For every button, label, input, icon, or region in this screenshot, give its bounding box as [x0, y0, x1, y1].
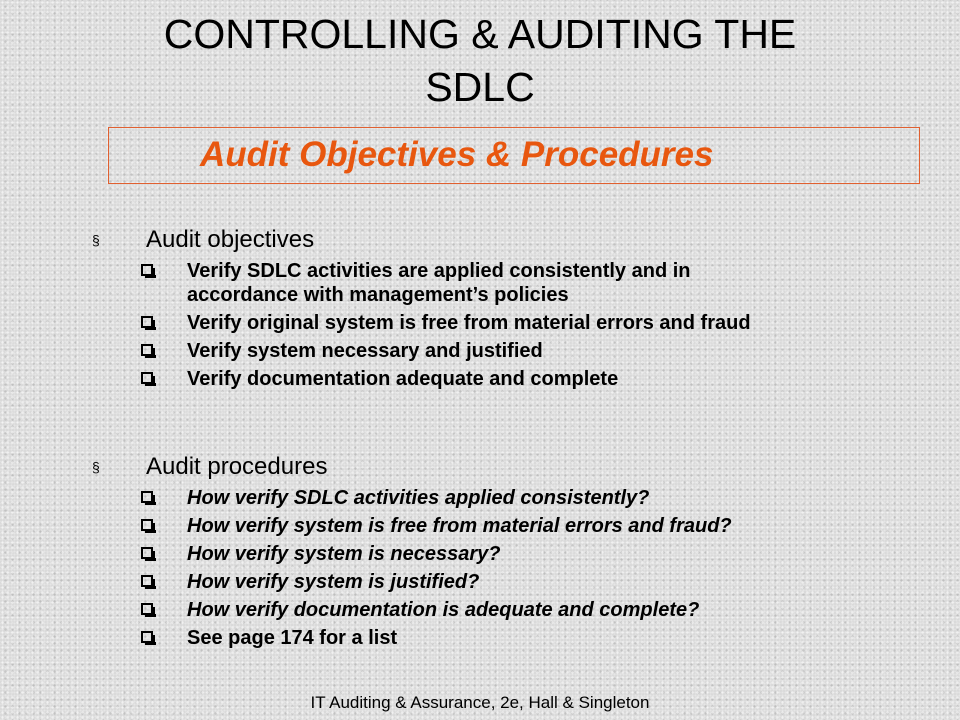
list-item	[92, 626, 947, 650]
objectives-section	[92, 225, 787, 391]
square-bullet-icon: §	[92, 459, 100, 475]
list-item-text: Verify system necessary and justified	[187, 340, 543, 362]
list-item-text: Verify SDLC activities are applied consistently and in accordance with management’s policies	[187, 260, 691, 306]
list-item	[92, 486, 947, 510]
checkbox-icon	[141, 491, 153, 503]
list-item-text: Verify documentation adequate and complete	[187, 368, 619, 390]
checkbox-icon	[141, 631, 153, 643]
objectives-list	[92, 259, 787, 391]
checkbox-icon	[141, 547, 153, 559]
checkbox-icon	[141, 519, 153, 531]
list-item	[92, 311, 787, 335]
square-bullet-icon: §	[92, 232, 100, 248]
list-item-text: How verify SDLC activities applied consistently?	[187, 487, 650, 509]
slide-title-line2: SDLC	[425, 64, 535, 110]
checkbox-icon	[141, 264, 153, 276]
checkbox-icon	[141, 575, 153, 587]
list-item	[92, 367, 787, 391]
list-item	[92, 542, 947, 566]
list-item-text: See page 174 for a list	[187, 627, 398, 649]
list-item-text: Verify original system is free from material errors and fraud	[187, 312, 751, 334]
list-item	[92, 514, 947, 538]
procedures-section	[92, 452, 947, 650]
list-item	[92, 339, 787, 363]
checkbox-icon	[141, 372, 153, 384]
procedures-heading-label: Audit procedures	[146, 453, 328, 480]
slide-subtitle: Audit Objectives & Procedures	[200, 135, 714, 174]
list-item	[92, 570, 947, 594]
procedures-heading	[92, 452, 947, 482]
slide-title-line1: CONTROLLING & AUDITING THE	[163, 11, 797, 57]
list-item-text: How verify documentation is adequate and complete?	[187, 599, 700, 621]
list-item-text: How verify system is justified?	[187, 571, 480, 593]
objectives-heading	[92, 225, 787, 255]
list-item	[92, 598, 947, 622]
slide-title	[0, 8, 960, 114]
footer-text: IT Auditing & Assurance, 2e, Hall & Singleton	[310, 693, 650, 712]
objectives-heading-label: Audit objectives	[146, 226, 315, 253]
checkbox-icon	[141, 344, 153, 356]
checkbox-icon	[141, 316, 153, 328]
checkbox-icon	[141, 603, 153, 615]
list-item	[92, 259, 787, 307]
list-item-text: How verify system is free from material errors and fraud?	[187, 515, 732, 537]
procedures-list	[92, 486, 947, 650]
list-item-text: How verify system is necessary?	[187, 543, 501, 565]
